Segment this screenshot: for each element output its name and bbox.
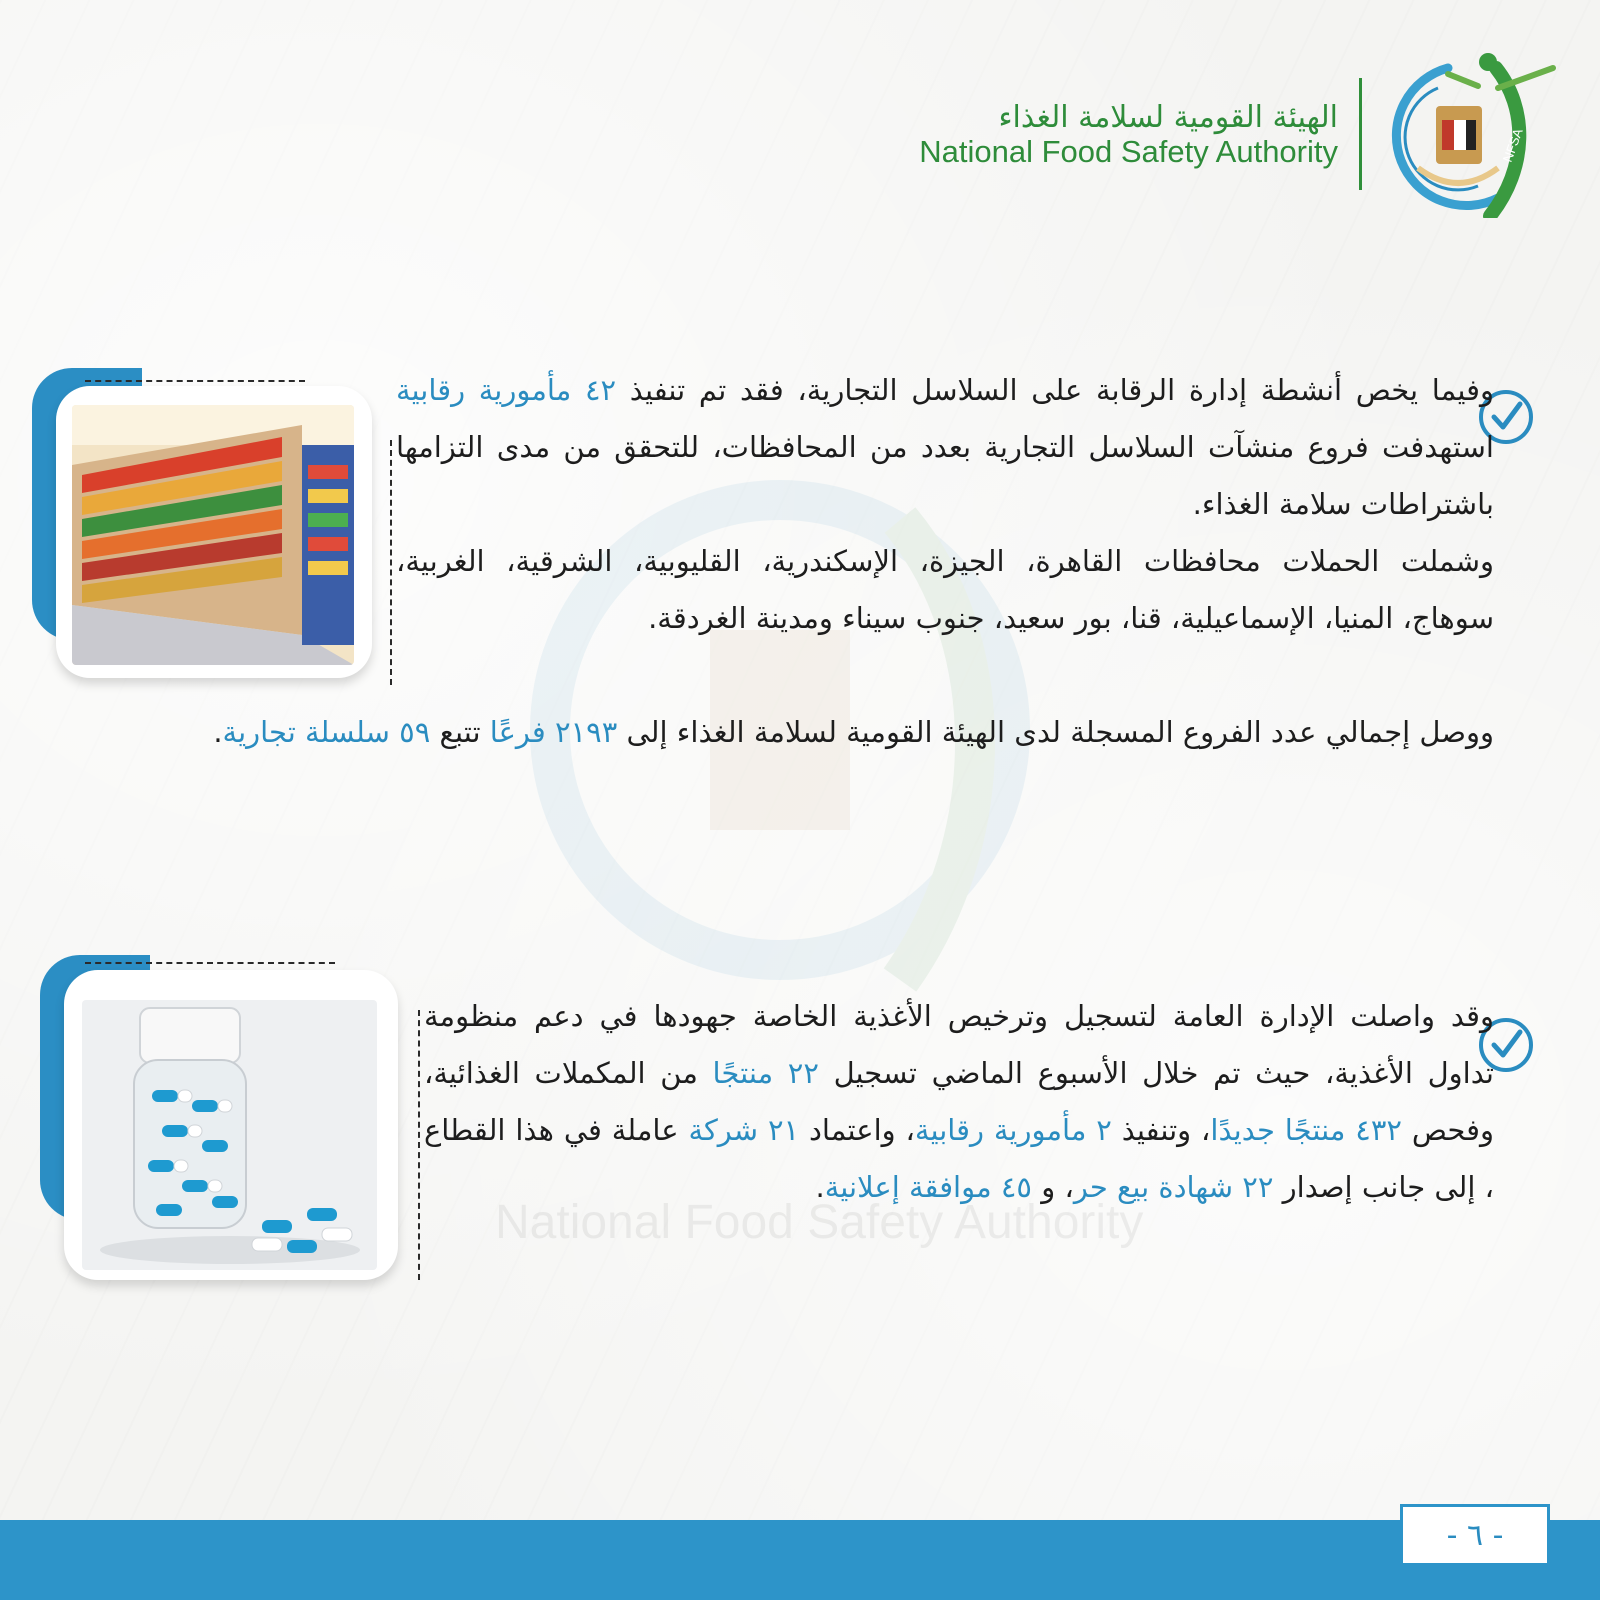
section-2-highlight: ٢ مأمورية رقابية (914, 1113, 1112, 1147)
section-2-text: من المكملات الغذائية، وفحص (424, 1056, 1494, 1147)
section-2-highlight: ٤٥ موافقة إعلانية (824, 1170, 1032, 1204)
footer-bar (0, 1520, 1600, 1600)
section-2-highlight: ٢٢ منتجًا (712, 1056, 819, 1090)
org-name-english: National Food Safety Authority (919, 134, 1338, 169)
dashed-line-top-2 (85, 962, 335, 964)
section-1-p1-highlight: ٤٢ مأمورية رقابية (396, 373, 617, 407)
org-name-arabic: الهيئة القومية لسلامة الغذاء (998, 100, 1338, 135)
section-1-p3-text: . (213, 715, 223, 749)
supermarket-shelves-photo (72, 405, 354, 665)
section-2-text: ، و (1032, 1170, 1074, 1204)
logo-nfsa-text: NFSA (1499, 126, 1526, 165)
section-1-paragraph-3 (66, 704, 1494, 761)
capsules-bottle-photo (82, 1000, 377, 1270)
section-1-p3-highlight: ٢١٩٣ فرعًا (489, 715, 618, 749)
section-2-text: عاملة في هذا القطاع ، إلى جانب إصدار (424, 1113, 1494, 1204)
section-1-paragraph-1 (396, 362, 1494, 533)
section-2-text: وقد واصلت الإدارة العامة لتسجيل وترخيص الأغذية الخاصة جهودها في دعم منظومة تداول الأغذية، حيث تم خلال الأسبوع الماضي تسجيل (424, 999, 1495, 1090)
section-2-highlight: ٢٢ شهادة بيع حر (1073, 1170, 1274, 1204)
section-1-p3-text: ووصل إجمالي عدد الفروع المسجلة لدى الهيئة القومية لسلامة الغذاء إلى (617, 715, 1494, 749)
watermark-text: National Food Safety Authority (495, 1196, 1144, 1249)
header-divider (1359, 78, 1362, 190)
section-1-p2-text: وشملت الحملات محافظات القاهرة، الجيزة، الإسكندرية، القليوبية، الشرقية، الغربية، سوهاج، المنيا، الإسماعيلية، قنا، بور سعيد، جنوب سيناء ومدينة الغردقة. (396, 544, 1494, 635)
section-1-p3-text: تتبع (430, 715, 490, 749)
section-2-highlight: ٢١ شركة (688, 1113, 800, 1147)
section-1-p1-text: استهدفت فروع منشآت السلاسل التجارية بعدد من المحافظات، للتحقق من مدى التزامها باشتراطات سلامة الغذاء. (396, 430, 1494, 521)
page-number: - ٦ - (1400, 1504, 1550, 1566)
section-1-p1-text: وفيما يخص أنشطة إدارة الرقابة على السلاسل التجارية، فقد تم تنفيذ (616, 373, 1494, 407)
section-2-text: ، وتنفيذ (1111, 1113, 1211, 1147)
section-2-text: . (815, 1170, 825, 1204)
dashed-line-side-2 (418, 1010, 420, 1280)
dashed-line-side-1 (390, 440, 392, 685)
dashed-line-top-1 (85, 380, 305, 382)
section-1-paragraph-2 (396, 533, 1494, 647)
nfsa-logo (1378, 48, 1568, 218)
section-2-paragraph (424, 988, 1494, 1216)
section-2-text: ، واعتماد (799, 1113, 915, 1147)
section-1-p3-highlight: ٥٩ سلسلة تجارية (222, 715, 431, 749)
section-2-highlight: ٤٣٢ منتجًا جديدًا (1210, 1113, 1402, 1147)
